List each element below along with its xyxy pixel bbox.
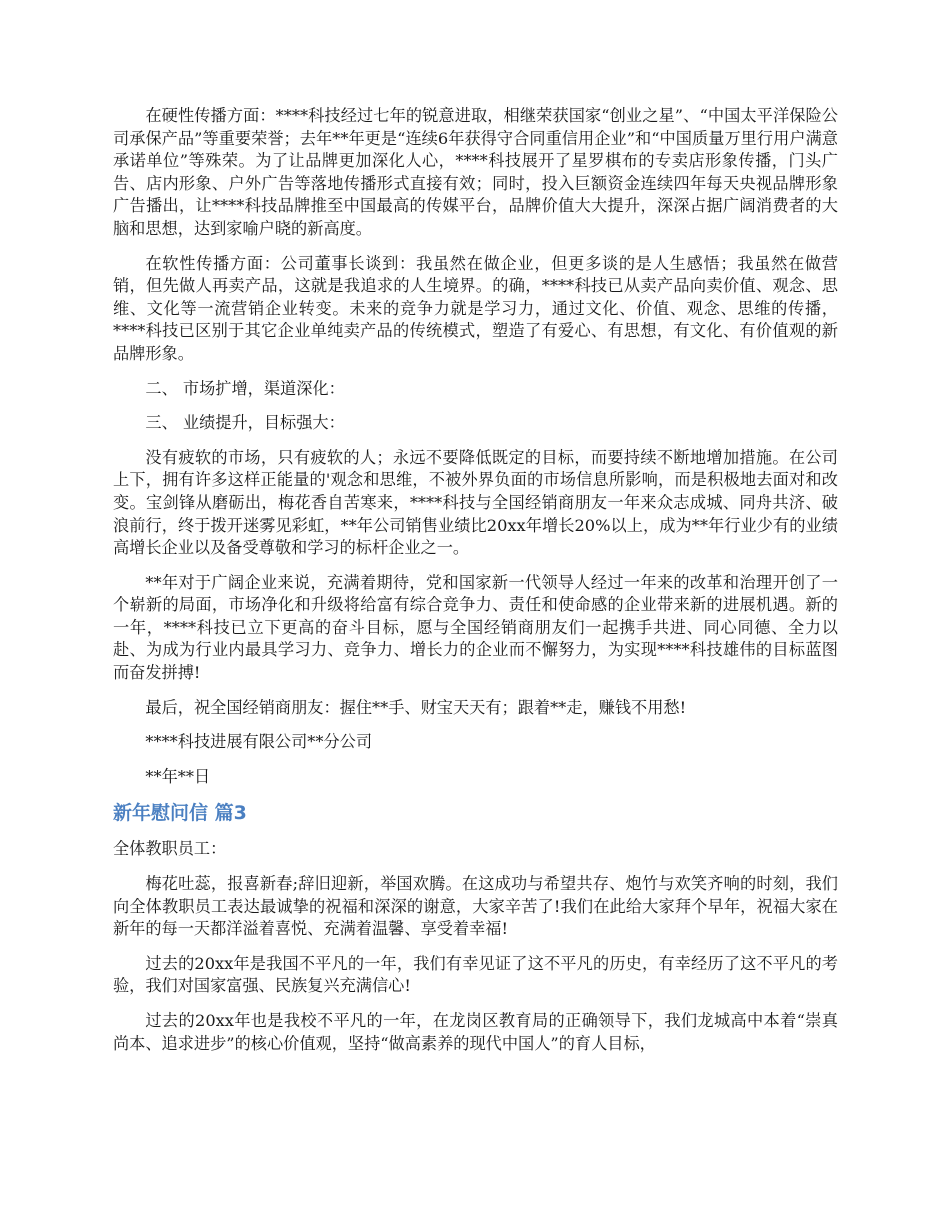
salutation: 全体教职员工： [113, 839, 227, 859]
signature-company: ****科技进展有限公司**分公司 [145, 732, 373, 752]
paragraph-closing-wish: 最后，祝全国经销商朋友：握住**手、财宝天天有；跟着**走，赚钱不用愁! [145, 697, 687, 717]
subheading-market-expansion: 二、 市场扩增，渠道深化： [145, 378, 345, 398]
paragraph-new-year-greeting: 梅花吐蕊，报喜新春;辞旧迎新，举国欢腾。在这成功与希望共存、炮竹与欢笑齐响的时刻，我们向全体教职员工表达最诚挚的祝福和深深的谢意，大家辛苦了!我们在此给大家拜个早年，祝福大家在新年的每一天都洋溢着喜悦、充满着温馨、享受着幸福! [113, 874, 838, 939]
subheading-performance: 三、 业绩提升，目标强大： [145, 413, 345, 433]
paragraph-new-year-outlook: **年对于广阔企业来说，充满着期待，党和国家新一代领导人经过一年来的改革和治理开创了一个崭新的局面，市场净化和升级将给富有综合竞争力、责任和使命感的企业带来新的进展机遇。新的一年，****科技已立下更高的奋斗目标，愿与全国经销商朋友们一起携手共进、同心同德、全力以赴、为成为行业内最具学习力、竞争力、增长力的企业而不懈努力，为实现****科技雄伟的目标蓝图而奋发拼搏! [113, 572, 838, 683]
paragraph-hard-promotion: 在硬性传播方面：****科技经过七年的锐意进取，相继荣获国家“创业之星”、“中国太平洋保险公司承保产品”等重要荣誉；去年**年更是“连续6年获得守合同重信用企业”和“中国质量万里行用户满意承诺单位”等殊荣。为了让品牌更加深化人心，****科技展开了星罗棋布的专卖店形象传播，门头广告、店内形象、户外广告等落地传播形式直接有效；同时，投入巨额资金连续四年每天央视品牌形象广告播出，让****科技品牌推至中国最高的传媒平台，品牌价值大大提升，深深占据广阔消费者的大脑和思想，达到家喻户晓的新高度。 [113, 106, 838, 238]
signature-date: **年**日 [145, 766, 211, 786]
document-body [113, 105, 838, 1067]
section-heading: 新年慰问信 篇3 [113, 802, 247, 825]
paragraph-extraordinary-year: 过去的20xx年是我国不平凡的一年，我们有幸见证了这不平凡的历史，有幸经历了这不平凡的考验，我们对国家富强、民族复兴充满信心! [113, 953, 838, 996]
paragraph-no-weak-market: 没有疲软的市场，只有疲软的人；永远不要降低既定的目标，而要持续不断地增加措施。在公司上下，拥有许多这样正能量的'观念和思维，不被外界负面的市场信息所影响，而是积极地去面对和改变。宝剑锋从磨砺出，梅花香自苦寒来，****科技与全国经销商朋友一年来众志成城、同舟共济、破浪前行，终于拨开迷雾见彩虹，**年公司销售业绩比20xx年增长20%以上，成为**年行业少有的业绩高增长企业以及备受尊敬和学习的标杆企业之一。 [113, 447, 838, 558]
paragraph-soft-promotion: 在软性传播方面：公司董事长谈到：我虽然在做企业，但更多谈的是人生感悟；我虽然在做营销，但先做人再卖产品，这就是我追求的人生境界。的确，****科技已从卖产品向卖价值、观念、思维、文化等一流营销企业转变。未来的竞争力就是学习力，通过文化、价值、观念、思维的传播，****科技已区别于其它企业单纯卖产品的传统模式，塑造了有爱心、有思想，有文化、有价值观的新品牌形象。 [113, 253, 838, 363]
paragraph-school-year: 过去的20xx年也是我校不平凡的一年，在龙岗区教育局的正确领导下，我们龙城高中本着“崇真尚本、追求进步”的核心价值观，坚持“做高素养的现代中国人”的育人目标， [113, 1011, 838, 1053]
